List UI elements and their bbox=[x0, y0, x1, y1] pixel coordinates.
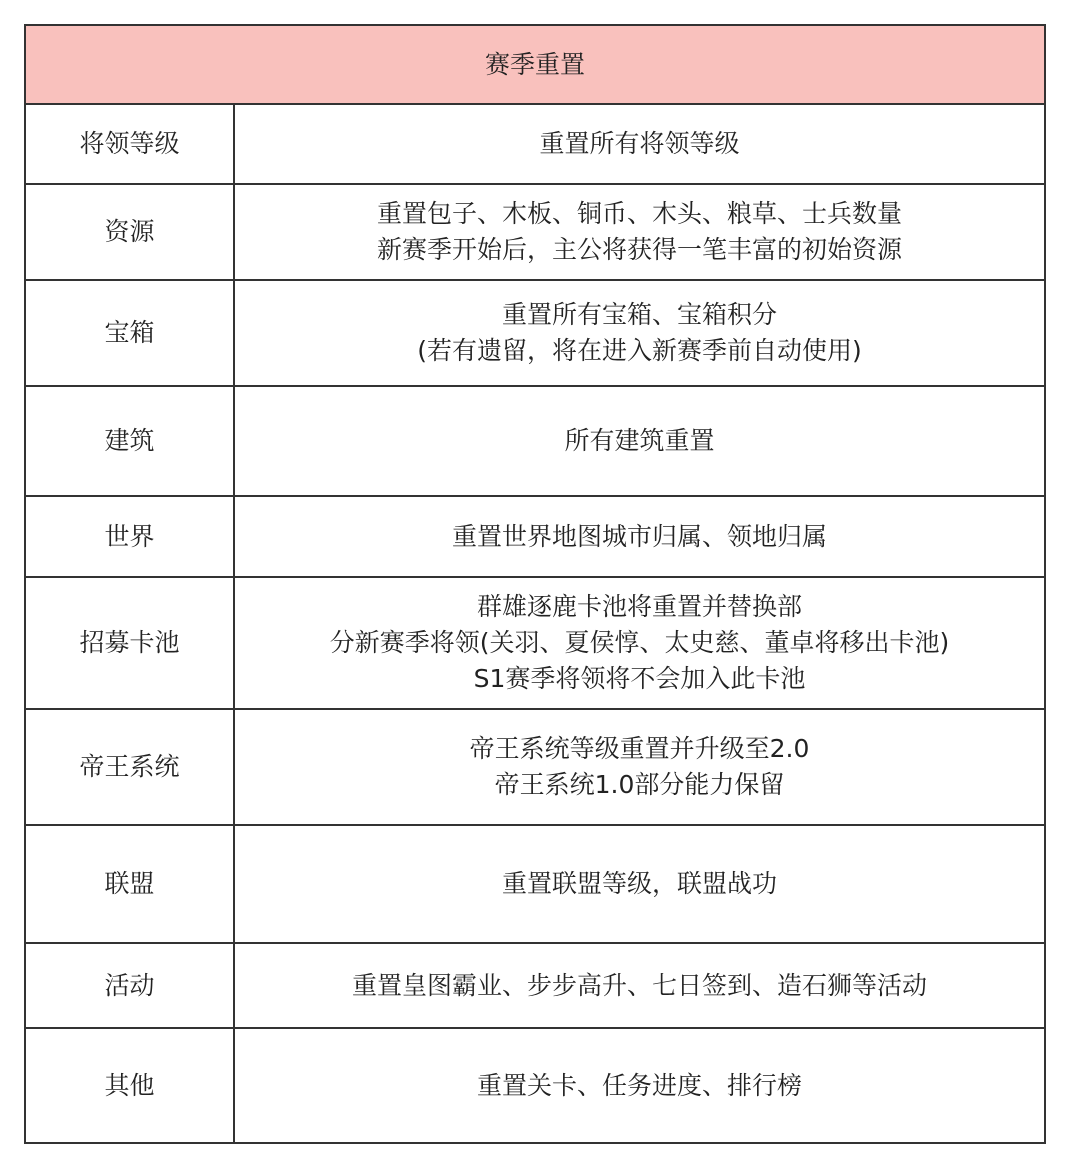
description-line: 帝王系统等级重置并升级至2.0 bbox=[469, 734, 810, 763]
table-title: 赛季重置 bbox=[25, 25, 1045, 104]
description-line: 新赛季开始后，主公将获得一笔丰富的初始资源 bbox=[377, 235, 903, 264]
row-description bbox=[234, 825, 1045, 943]
row-category: 将领等级 bbox=[25, 104, 234, 184]
description-line: 群雄逐鹿卡池将重置并替换部 bbox=[477, 592, 803, 621]
row-category: 世界 bbox=[25, 496, 234, 577]
table-row bbox=[25, 1028, 1045, 1143]
table-row bbox=[25, 386, 1045, 496]
table-row bbox=[25, 104, 1045, 184]
row-description bbox=[234, 577, 1045, 709]
row-category: 活动 bbox=[25, 943, 234, 1028]
row-category: 其他 bbox=[25, 1028, 234, 1143]
row-description bbox=[234, 184, 1045, 280]
table-row bbox=[25, 943, 1045, 1028]
row-description bbox=[234, 1028, 1045, 1143]
description-line: 重置世界地图城市归属、领地归属 bbox=[452, 521, 828, 551]
row-category: 联盟 bbox=[25, 825, 234, 943]
row-description bbox=[234, 709, 1045, 825]
row-description bbox=[234, 280, 1045, 386]
table-row bbox=[25, 184, 1045, 280]
row-description bbox=[234, 104, 1045, 184]
row-description bbox=[234, 943, 1045, 1028]
description-line: S1赛季将领将不会加入此卡池 bbox=[473, 664, 806, 693]
description-line: 重置包子、木板、铜币、木头、粮草、士兵数量 bbox=[377, 199, 903, 228]
row-category: 帝王系统 bbox=[25, 709, 234, 825]
description-line: 所有建筑重置 bbox=[564, 426, 715, 455]
row-category: 资源 bbox=[25, 184, 234, 280]
row-description bbox=[234, 386, 1045, 496]
description-line: 重置皇图霸业、步步高升、七日签到、造石狮等活动 bbox=[352, 970, 928, 1000]
description-line: 重置所有宝箱、宝箱积分 bbox=[502, 300, 778, 329]
table-title-row bbox=[25, 25, 1045, 104]
table-row bbox=[25, 709, 1045, 825]
table-row bbox=[25, 825, 1045, 943]
season-reset-table bbox=[24, 24, 1046, 1144]
table-row bbox=[25, 577, 1045, 709]
description-line: 分新赛季将领(关羽、夏侯惇、太史慈、董卓将移出卡池) bbox=[329, 628, 950, 657]
row-description bbox=[234, 496, 1045, 577]
table-row bbox=[25, 496, 1045, 577]
row-category: 宝箱 bbox=[25, 280, 234, 386]
description-line: 重置联盟等级，联盟战功 bbox=[502, 869, 778, 898]
description-line: (若有遗留，将在进入新赛季前自动使用) bbox=[417, 336, 862, 365]
table-row bbox=[25, 280, 1045, 386]
description-line: 重置所有将领等级 bbox=[539, 129, 740, 158]
description-line: 帝王系统1.0部分能力保留 bbox=[494, 770, 785, 799]
description-line: 重置关卡、任务进度、排行榜 bbox=[477, 1070, 803, 1100]
row-category: 招募卡池 bbox=[25, 577, 234, 709]
row-category: 建筑 bbox=[25, 386, 234, 496]
